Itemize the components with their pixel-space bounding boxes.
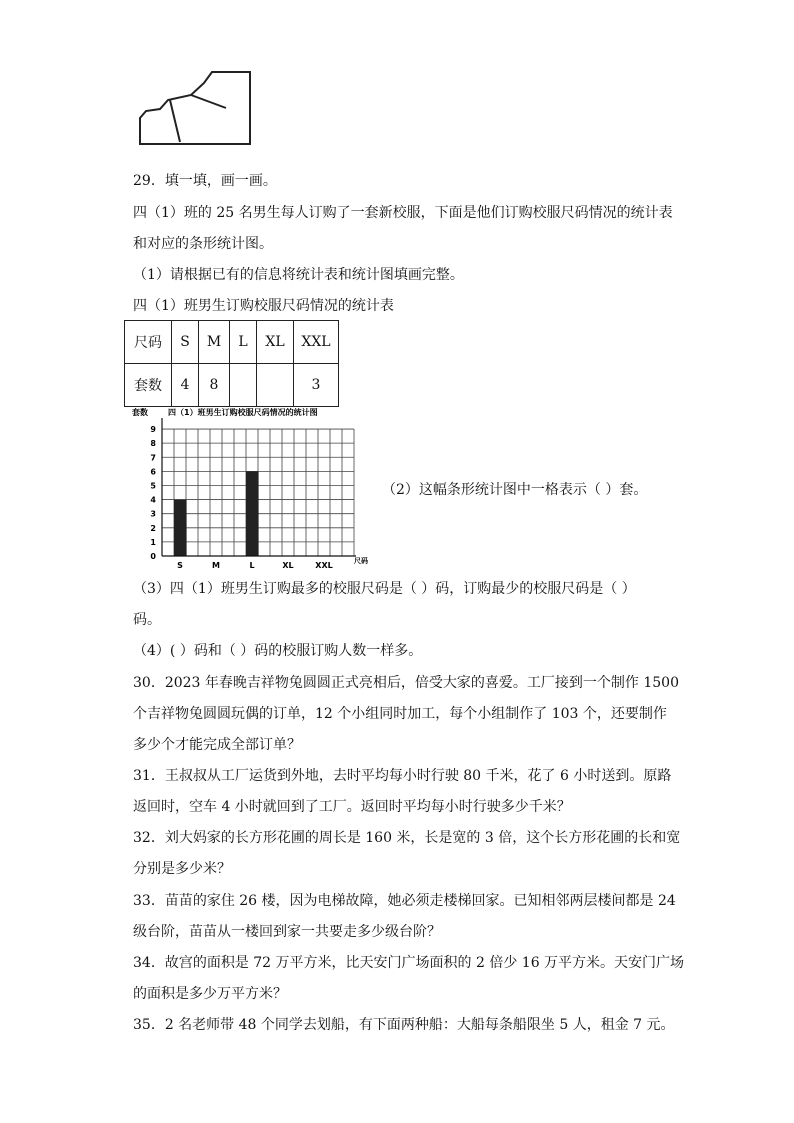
question-30-line-1: 30．2023 年春晚吉祥物兔圆圆正式亮相后，倍受大家的喜爱。工厂接到一个制作 1500 [133,675,679,691]
x-tick-label: S [177,561,183,570]
question-29-sub1: （1）请根据已有的信息将统计表和统计图填画完整。 [133,267,464,283]
x-tick-label: XXL [315,561,333,570]
question-30-line-3: 多少个才能完成全部订单？ [133,737,301,753]
question-34-line-1: 34．故宫的面积是 72 万平方米，比天安门广场面积的 2 倍少 16 万平方米。天安门广场 [133,955,685,971]
y-tick-label: 3 [150,509,156,519]
y-tick-label: 4 [150,495,156,505]
bar-chart-svg [132,406,372,572]
table-header-count: 套数 [125,364,172,407]
question-31-line-2: 返回时，空车 4 小时就回到了工厂。返回时平均每小时行驶多少千米？ [133,799,571,815]
question-29-intro-2: 和对应的条形统计图。 [133,236,273,252]
question-35-line-1: 35．2 名老师带 48 个同学去划船，有下面两种船：大船每条船限坐 5 人，租金 7 元。 [133,1017,675,1033]
question-32-line-1: 32．刘大妈家的长方形花圃的周长是 160 米，长是宽的 3 倍，这个长方形花圃的长和宽 [133,830,681,846]
x-tick-label: L [249,561,255,570]
table-cell-count [257,364,294,407]
question-29-sub4: （4）( ）码和（ ）码的校服订购人数一样多。 [133,643,423,659]
y-tick-label: 8 [150,439,156,449]
chart-title: 四（1）班男生订购校服尺码情况的统计图 [168,408,318,417]
question-33-line-2: 级台阶，苗苗从一楼回到家一共要走多少级台阶？ [133,924,441,940]
question-29-heading: 29．填一填，画一画。 [133,173,277,189]
y-tick-label: 0 [150,552,156,561]
table-cell-count: 4 [172,364,199,407]
y-tick-label: 2 [150,523,156,533]
size-bar-chart [132,406,372,572]
table-row-counts [125,364,339,407]
question-29-sub3-2: 码。 [133,612,161,628]
question-29-sub3-1: （3）四（1）班男生订购最多的校服尺码是（ ）码，订购最少的校服尺码是（ ） [133,581,636,597]
question-29-intro-1: 四（1）班的 25 名男生每人订购了一套新校服，下面是他们订购校服尺码情况的统计表 [133,205,673,221]
table-cell-size: XXL [294,321,339,364]
table-cell-size: L [230,321,257,364]
question-34-line-2: 的面积是多少万平方米？ [133,986,287,1002]
question-33-line-1: 33．苗苗的家住 26 楼，因为电梯故障，她必须走楼梯回家。已知相邻两层楼间都是 24 [133,893,676,909]
chart-axes [162,418,356,556]
y-tick-label: 1 [150,537,156,547]
y-tick-label: 6 [150,467,156,477]
size-statistics-table [124,320,339,407]
y-tick-label: 7 [150,453,156,463]
shape-line-2 [191,95,226,108]
bar-s [174,500,187,556]
bar-l [246,471,259,556]
y-tick-label: 9 [150,425,156,435]
question-30-line-2: 个吉祥物兔圆圆玩偶的订单，12 个小组同时加工，每个小组制作了 103 个，还要制作 [133,706,667,722]
broken-shape-figure [136,68,254,148]
question-29-sub2: （2）这幅条形统计图中一格表示（ ）套。 [382,482,648,498]
question-31-line-1: 31．王叔叔从工厂运货到外地，去时平均每小时行驶 80 千米，花了 6 小时送到。原路 [133,768,672,784]
table-cell-count [230,364,257,407]
x-tick-label: XL [282,561,294,570]
shape-outline [140,72,250,144]
x-tick-label: M [212,561,220,570]
table-row-sizes [125,321,339,364]
shape-line-1 [170,100,180,142]
table-title: 四（1）班男生订购校服尺码情况的统计表 [133,298,394,314]
table-cell-size: S [172,321,199,364]
table-cell-count: 8 [199,364,230,407]
table-header-size: 尺码 [125,321,172,364]
table-cell-size: M [199,321,230,364]
chart-xlabel: 尺码 [354,557,368,565]
table-cell-count: 3 [294,364,339,407]
question-32-line-2: 分别是多少米？ [133,861,231,877]
y-tick-label: 5 [150,481,156,491]
table-cell-size: XL [257,321,294,364]
chart-ylabel: 套数 [132,408,148,417]
